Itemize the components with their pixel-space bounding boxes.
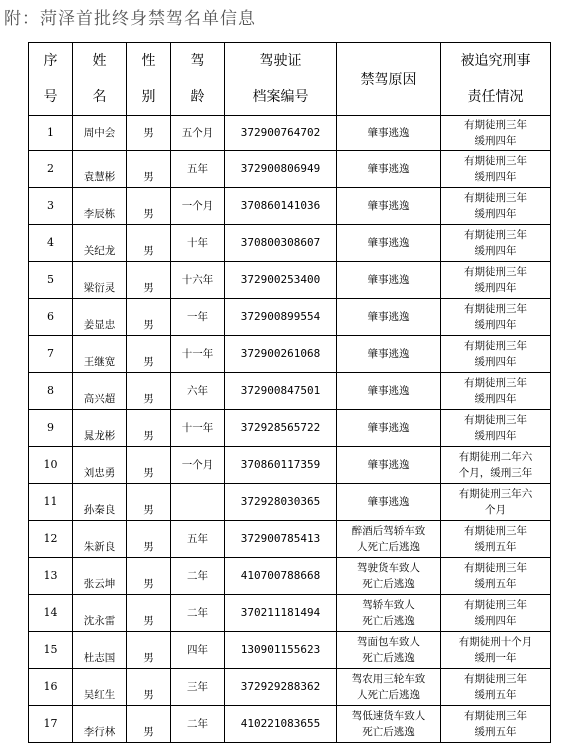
row-reason (337, 151, 441, 188)
row-driving-age: 四年 (171, 632, 225, 669)
row-reason (337, 299, 441, 336)
row-reason (337, 225, 441, 262)
row-seq: 8 (29, 373, 73, 410)
reason-line: 死亡后逃逸 (362, 726, 415, 738)
row-gender: 男 (127, 595, 171, 632)
row-driving-age: 十一年 (171, 336, 225, 373)
row-gender: 男 (127, 188, 171, 225)
row-license-number: 372900764702 (225, 116, 337, 151)
row-seq: 15 (29, 632, 73, 669)
row-responsibility (441, 116, 551, 151)
row-gender: 男 (127, 558, 171, 595)
row-responsibility (441, 447, 551, 484)
row-driving-age: 五年 (171, 151, 225, 188)
row-license-number: 372900253400 (225, 262, 337, 299)
header-license: 驾驶证 档案编号 (225, 43, 337, 116)
row-reason (337, 521, 441, 558)
row-driving-age: 五个月 (171, 116, 225, 151)
reason-line: 肇事逃逸 (367, 274, 410, 286)
responsibility-line: 有期徒刑三年六 (458, 488, 533, 500)
row-responsibility (441, 188, 551, 225)
table-row (29, 225, 551, 262)
row-name: 朱新良 (73, 521, 127, 558)
row-gender: 男 (127, 484, 171, 521)
row-reason (337, 484, 441, 521)
document-title: 附：菏泽首批终身禁驾名单信息 (4, 9, 256, 29)
reason-line: 肇事逃逸 (367, 200, 410, 212)
row-responsibility (441, 336, 551, 373)
table-row (29, 484, 551, 521)
reason-line: 死亡后逃逸 (362, 615, 415, 627)
row-driving-age: 十年 (171, 225, 225, 262)
row-name: 吴红生 (73, 669, 127, 706)
row-name: 李行林 (73, 706, 127, 743)
row-driving-age: 一个月 (171, 447, 225, 484)
responsibility-line: 有期徒刑三年 (464, 599, 527, 611)
row-name: 王继宽 (73, 336, 127, 373)
responsibility-line: 个月，缓刑三年 (458, 467, 533, 479)
responsibility-line: 缓刑四年 (474, 356, 517, 368)
row-license-number: 410221083655 (225, 706, 337, 743)
row-gender: 男 (127, 151, 171, 188)
table-row (29, 299, 551, 336)
row-reason (337, 262, 441, 299)
reason-line: 死亡后逃逸 (362, 652, 415, 664)
row-license-number: 372900847501 (225, 373, 337, 410)
row-driving-age: 五年 (171, 521, 225, 558)
responsibility-line: 缓刑四年 (474, 208, 517, 220)
responsibility-line: 缓刑四年 (474, 319, 517, 331)
row-reason (337, 373, 441, 410)
row-gender: 男 (127, 706, 171, 743)
row-seq: 16 (29, 669, 73, 706)
row-responsibility (441, 299, 551, 336)
responsibility-line: 缓刑五年 (474, 578, 517, 590)
table-row (29, 336, 551, 373)
reason-line: 肇事逃逸 (367, 496, 410, 508)
row-responsibility (441, 225, 551, 262)
ban-list-table (28, 42, 551, 743)
responsibility-line: 有期徒刑三年 (464, 119, 527, 131)
row-driving-age: 二年 (171, 595, 225, 632)
row-license-number: 372900806949 (225, 151, 337, 188)
header-seq: 序 号 (29, 43, 73, 116)
row-license-number: 370860117359 (225, 447, 337, 484)
table-row (29, 632, 551, 669)
row-reason (337, 632, 441, 669)
reason-line: 人死亡后逃逸 (357, 541, 420, 553)
reason-line: 驾轿车致人 (362, 599, 415, 611)
responsibility-line: 缓刑四年 (474, 430, 517, 442)
header-gender: 性 别 (127, 43, 171, 116)
row-gender: 男 (127, 521, 171, 558)
responsibility-line: 有期徒刑三年 (464, 377, 527, 389)
table-row (29, 521, 551, 558)
table-row (29, 410, 551, 447)
table-row (29, 373, 551, 410)
responsibility-line: 缓刑一年 (474, 652, 517, 664)
row-seq: 12 (29, 521, 73, 558)
row-name: 沈永雷 (73, 595, 127, 632)
row-name: 高兴超 (73, 373, 127, 410)
row-name: 晁龙彬 (73, 410, 127, 447)
row-license-number: 372900785413 (225, 521, 337, 558)
responsibility-line: 有期徒刑三年 (464, 266, 527, 278)
row-seq: 17 (29, 706, 73, 743)
reason-line: 驾农用三轮车致 (351, 673, 426, 685)
row-license-number: 370211181494 (225, 595, 337, 632)
responsibility-line: 缓刑五年 (474, 541, 517, 553)
row-name: 周中会 (73, 116, 127, 151)
reason-line: 肇事逃逸 (367, 237, 410, 249)
row-driving-age: 二年 (171, 706, 225, 743)
table-row (29, 447, 551, 484)
row-responsibility (441, 706, 551, 743)
row-license-number: 410700788668 (225, 558, 337, 595)
row-name: 孙秦良 (73, 484, 127, 521)
row-seq: 11 (29, 484, 73, 521)
reason-line: 驾低速货车致人 (351, 710, 426, 722)
reason-line: 肇事逃逸 (367, 385, 410, 397)
row-responsibility (441, 595, 551, 632)
row-gender: 男 (127, 116, 171, 151)
row-name: 张云坤 (73, 558, 127, 595)
row-driving-age: 十一年 (171, 410, 225, 447)
responsibility-line: 有期徒刑三年 (464, 303, 527, 315)
table-row (29, 151, 551, 188)
row-driving-age: 三年 (171, 669, 225, 706)
header-name: 姓 名 (73, 43, 127, 116)
reason-line: 肇事逃逸 (367, 127, 410, 139)
row-seq: 5 (29, 262, 73, 299)
responsibility-line: 有期徒刑三年 (464, 525, 527, 537)
header-reason: 禁驾原因 (337, 43, 441, 116)
table-row (29, 706, 551, 743)
row-license-number: 372928030365 (225, 484, 337, 521)
responsibility-line: 有期徒刑十个月 (458, 636, 533, 648)
row-gender: 男 (127, 447, 171, 484)
row-name: 姜显忠 (73, 299, 127, 336)
row-gender: 男 (127, 373, 171, 410)
responsibility-line: 有期徒刑三年 (464, 414, 527, 426)
row-seq: 1 (29, 116, 73, 151)
row-license-number: 372928565722 (225, 410, 337, 447)
row-seq: 13 (29, 558, 73, 595)
table-row (29, 116, 551, 151)
row-license-number: 372900899554 (225, 299, 337, 336)
row-reason (337, 595, 441, 632)
reason-line: 肇事逃逸 (367, 348, 410, 360)
row-license-number: 370800308607 (225, 225, 337, 262)
row-responsibility (441, 151, 551, 188)
row-seq: 9 (29, 410, 73, 447)
row-license-number: 372929288362 (225, 669, 337, 706)
reason-line: 死亡后逃逸 (362, 578, 415, 590)
reason-line: 肇事逃逸 (367, 163, 410, 175)
table-row (29, 595, 551, 632)
row-seq: 4 (29, 225, 73, 262)
row-reason (337, 188, 441, 225)
table-row (29, 262, 551, 299)
row-seq: 14 (29, 595, 73, 632)
reason-line: 驾面包车致人 (357, 636, 420, 648)
reason-line: 人死亡后逃逸 (357, 689, 420, 701)
row-gender: 男 (127, 262, 171, 299)
row-name: 杜志国 (73, 632, 127, 669)
row-driving-age: 一个月 (171, 188, 225, 225)
row-seq: 7 (29, 336, 73, 373)
responsibility-line: 缓刑四年 (474, 393, 517, 405)
responsibility-line: 缓刑五年 (474, 689, 517, 701)
row-reason (337, 116, 441, 151)
row-responsibility (441, 558, 551, 595)
responsibility-line: 有期徒刑三年 (464, 710, 527, 722)
row-reason (337, 558, 441, 595)
row-driving-age: 十六年 (171, 262, 225, 299)
responsibility-line: 缓刑四年 (474, 245, 517, 257)
header-driving-age: 驾 龄 (171, 43, 225, 116)
table-row (29, 188, 551, 225)
row-driving-age: 二年 (171, 558, 225, 595)
reason-line: 醉酒后驾轿车致 (351, 525, 426, 537)
row-seq: 2 (29, 151, 73, 188)
table-row (29, 558, 551, 595)
table-row (29, 669, 551, 706)
reason-line: 驾驶货车致人 (357, 562, 420, 574)
row-reason (337, 706, 441, 743)
responsibility-line: 缓刑四年 (474, 282, 517, 294)
responsibility-line: 有期徒刑三年 (464, 562, 527, 574)
row-name: 李辰栋 (73, 188, 127, 225)
header-responsibility: 被追究刑事 责任情况 (441, 43, 551, 116)
row-name: 刘忠勇 (73, 447, 127, 484)
row-reason (337, 447, 441, 484)
responsibility-line: 有期徒刑三年 (464, 673, 527, 685)
reason-line: 肇事逃逸 (367, 422, 410, 434)
responsibility-line: 有期徒刑二年六 (458, 451, 533, 463)
row-license-number: 130901155623 (225, 632, 337, 669)
row-driving-age: 一年 (171, 299, 225, 336)
row-seq: 10 (29, 447, 73, 484)
row-gender: 男 (127, 225, 171, 262)
row-responsibility (441, 410, 551, 447)
row-responsibility (441, 521, 551, 558)
row-name: 关纪龙 (73, 225, 127, 262)
row-gender: 男 (127, 336, 171, 373)
row-license-number: 370860141036 (225, 188, 337, 225)
responsibility-line: 缓刑四年 (474, 135, 517, 147)
row-gender: 男 (127, 632, 171, 669)
row-gender: 男 (127, 299, 171, 336)
responsibility-line: 有期徒刑三年 (464, 192, 527, 204)
row-seq: 3 (29, 188, 73, 225)
responsibility-line: 缓刑五年 (474, 726, 517, 738)
responsibility-line: 有期徒刑三年 (464, 155, 527, 167)
row-gender: 男 (127, 410, 171, 447)
row-name: 袁慧彬 (73, 151, 127, 188)
reason-line: 肇事逃逸 (367, 311, 410, 323)
row-responsibility (441, 669, 551, 706)
row-driving-age: 六年 (171, 373, 225, 410)
header-row (29, 43, 551, 116)
responsibility-line: 个月 (485, 504, 506, 516)
responsibility-line: 缓刑四年 (474, 171, 517, 183)
row-name: 梁衍灵 (73, 262, 127, 299)
row-seq: 6 (29, 299, 73, 336)
row-responsibility (441, 262, 551, 299)
row-reason (337, 336, 441, 373)
row-reason (337, 669, 441, 706)
row-gender: 男 (127, 669, 171, 706)
row-responsibility (441, 484, 551, 521)
responsibility-line: 缓刑四年 (474, 615, 517, 627)
row-responsibility (441, 632, 551, 669)
responsibility-line: 有期徒刑三年 (464, 340, 527, 352)
row-driving-age (171, 484, 225, 521)
row-reason (337, 410, 441, 447)
responsibility-line: 有期徒刑三年 (464, 229, 527, 241)
row-license-number: 372900261068 (225, 336, 337, 373)
row-responsibility (441, 373, 551, 410)
reason-line: 肇事逃逸 (367, 459, 410, 471)
